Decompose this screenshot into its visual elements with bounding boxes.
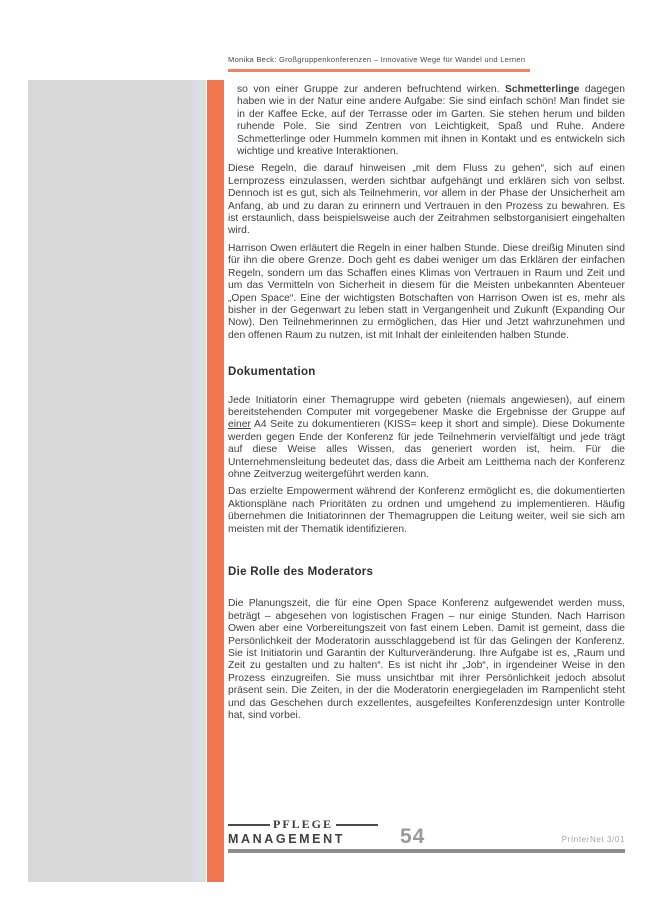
aqua-strip (198, 80, 206, 882)
bold-term-schmetterlinge: Schmetterlinge (505, 84, 580, 95)
running-header: Monika Beck: Großgruppenkonferenzen – Innovative Wege für Wandel und Lernen (228, 55, 526, 64)
page-footer (228, 817, 625, 853)
logo-word-management: MANAGEMENT (228, 832, 345, 846)
paragraph-harrison-owen: Harrison Owen erläutert die Regeln in einer halben Stunde. Diese dreißig Minuten sind für ihn die obere Grenze. Doch geht es dabei weniger um das Erklären der einfachen Regeln, sondern um das Schaffen eines Klimas von Vertrauen in Raum und Zeit und um das Vermitteln von Sicherheit in diesem für die Meisten unbekannten Abenteuer „Open Space“. Eine der wichtigsten Botschaften von Harrison Owen ist es, mehr als bisher in der Gegenwart zu leben statt in Vergangenheit und Zukunft (Expanding Our Now). Den Teilnehmerinnen zu ermöglichen, das Hier und Jetzt wahrzunehmen und den offenen Raum zu nutzen, ist mit Inhalt der einleitenden halben Stunde. (228, 242, 625, 341)
article-body (228, 84, 625, 727)
journal-issue-label: PrInterNet 3/01 (561, 835, 625, 844)
pflege-management-logo (228, 817, 378, 846)
page-number: 54 (400, 825, 426, 849)
section-heading-dokumentation: Dokumentation (228, 366, 316, 379)
gray-margin-block (28, 80, 192, 882)
section-heading-moderator-rolle: Die Rolle des Moderators (228, 566, 374, 578)
orange-accent-bar (207, 80, 224, 882)
footer-rule-bar (228, 849, 625, 853)
paragraph-butterflies (237, 84, 625, 158)
logo-rule-left (228, 824, 270, 826)
paragraph-text: so von einer Gruppe zur anderen befruchtend wirken. (237, 84, 505, 95)
paragraph-dokumentation (228, 395, 625, 482)
running-header-rule (228, 69, 530, 72)
logo-word-pflege: PFLEGE (273, 817, 334, 831)
paragraph-moderator: Die Planungszeit, die für eine Open Space Konferenz aufgewendet werden muss, beträgt – abgesehen von logistischen Fragen – nur einige Stunden. Nach Harrison Owen aber eine Vorbereitungszeit von fast einem Leben. Damit ist gemeint, dass die Persönlichkeit der Moderatorin ausschlaggebend ist für das Gelingen der Konferenz. Sie ist Initiatorin und Garantin der Kulturveränderung. Ihre Aufgabe ist es, „Raum und Zeit zu gestalten und zu halten“. Es ist nicht ihr „Job“, in irgendeiner Weise in den Prozess einzugreifen. Sie muss unsichtbar mit ihrer Persönlichkeit jedoch absolut präsent sein. Die Zeiten, in der die Moderatorin energiegeladen im Rampenlicht steht und das Geschehen durch exzellentes, ausgefeiltes Konferenzdesign unter Kontrolle hat, sind vorbei. (228, 598, 625, 722)
paragraph-text: Jede Initiatorin einer Themagruppe wird gebeten (niemals angewiesen), auf einem bereitstehenden Computer mit vorgegebener Maske die Ergebnisse der Gruppe auf (228, 394, 625, 418)
paragraph-empowerment: Das erzielte Empowerment während der Konferenz ermöglicht es, die dokumentierten Aktionspläne nach Prioritäten zu ordnen und umgehend zu implementieren. Häufig übernehmen die Initiatorinnen der Themagruppen die Leitung weiter, weil sie sich am meisten mit der Thematik identifizieren. (228, 486, 625, 535)
paragraph-text: dagegen haben wie in der Natur eine andere Aufgabe: Sie sind einfach schön! Man findet sie in der Kaffee Ecke, auf der Terrasse oder im Garten. Sie stehen herum und bilden ruhende Pole. Sie sind Zentren von Leichtigkeit, Spaß und Ruhe. Andere Schmetterlinge oder Hummeln kommen mit ihnen in Kontakt und es entwickeln sich wichtige und kreative Interaktionen. (237, 84, 625, 158)
underlined-word-einer: einer (228, 419, 251, 431)
logo-rule-right (336, 824, 378, 826)
paragraph-text: A4 Seite zu dokumentieren (KISS= keep it short and simple). Diese Dokumente werden gegen Ende der Konferenz für jede Teilnehmerin vervielfältigt und jede trägt auf diese Weise alles Wissen, das generiert worden ist, heim. Für die Unternehmensleitung bedeutet das, dass die Arbeit am Leitthema nach der Konferenz ohne Zeitverzug weitergeführt werden kann. (228, 419, 625, 480)
paragraph-rules: Diese Regeln, die darauf hinweisen „mit dem Fluss zu gehen“, sich auf einen Lernprozess einzulassen, werden sichtbar aufgehängt und erklären sich von selbst. Dennoch ist es gut, sich als Teilnehmerin, vor allem in der Phase der Unsicherheit am Anfang, ab und zu daran zu erinnern und Vertrauen in den Prozess zu bewahren. Es ist erstaunlich, dass beispielsweise auch der Zeitrahmen selbstorganisiert eingehalten wird. (228, 163, 625, 237)
